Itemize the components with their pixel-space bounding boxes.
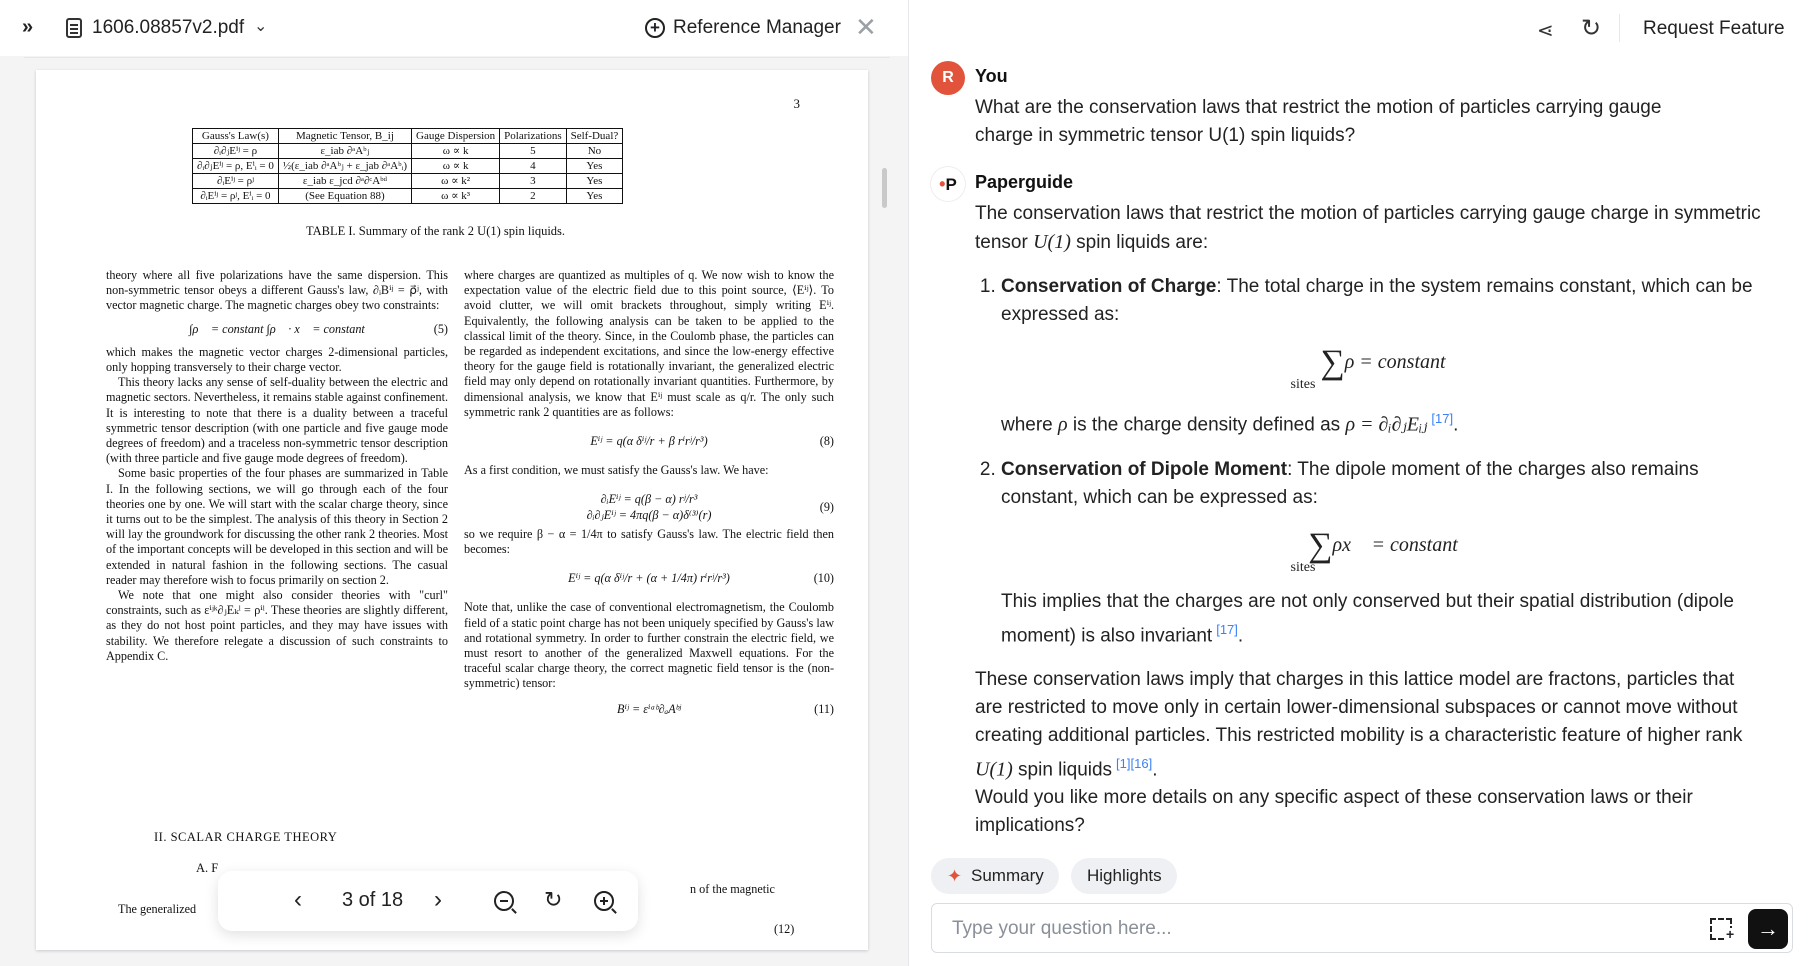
text: spin liquids	[1012, 759, 1113, 781]
table-row	[193, 144, 623, 159]
paragraph: This theory lacks any sense of self-duality between the electric and magnetic sectors. Nevertheless, it remains stable against confinement. It is interesting to note that there is a duality between a traceful symmetric tensor description (with one particle and five gauge mode degrees of freedom) and a traceless non-symmetric tensor description (with three particle and five gauge mode degrees of freedom).	[106, 375, 448, 466]
law-title: Conservation of Dipole Moment	[1001, 458, 1288, 480]
section-heading: II. SCALAR CHARGE THEORY	[154, 830, 338, 844]
question-input[interactable]: Type your question here...	[952, 918, 1172, 939]
table-cell: Yes	[566, 189, 623, 204]
text: is the charge density defined as	[1067, 414, 1346, 436]
table-cell: Polarizations	[500, 129, 566, 144]
equation-body: Eⁱʲ = q(α δⁱʲ/r + β rⁱrʲ/r³)	[590, 434, 708, 449]
table-cell: ε_iab ∂ᵃAᵇⱼ	[278, 144, 411, 159]
table-cell: Yes	[566, 159, 623, 174]
law-explanation	[1001, 588, 1765, 650]
assistant-closing	[975, 666, 1765, 784]
table-cell: ½(ε_iab ∂ᵃAᵇⱼ + ε_jab ∂ᵃAᵇᵢ)	[278, 159, 411, 174]
refresh-icon[interactable]: ↻	[1581, 15, 1602, 42]
table-header-row	[193, 129, 623, 144]
citation-link[interactable]: [1][16]	[1116, 756, 1153, 772]
text: These conservation laws imply that charges in this lattice model are fractons, particles that are restricted to move only in certain lower-dimensional subspaces or cannot move without creating additional particles. This restricted mobility is a characteristic feature of higher rank	[975, 669, 1743, 747]
text-fragment: n of the magnetic	[690, 882, 775, 896]
sum-symbol: ∑	[1320, 344, 1345, 382]
user-message: What are the conservation laws that restrict the motion of particles carrying gauge charge in symmetric tensor U(1) spin liquids?	[975, 97, 1662, 146]
text-fragment: The generalized	[118, 902, 197, 916]
text: spin liquids are:	[1070, 232, 1209, 253]
equation-body: Eⁱʲ = q(α δⁱʲ/r + (α + 1/4π) rⁱrʲ/r³)	[568, 571, 730, 586]
table-cell: Gauge Dispersion	[412, 129, 500, 144]
chat-pane	[908, 0, 1818, 966]
chip-label: Summary	[971, 866, 1044, 885]
paragraph: where charges are quantized as multiples of q. We now wish to know the expectation value of the electric field due to this point source, ⟨Eⁱʲ⟩. To avoid clutter, we will omit brackets throughout, simply writing Eⁱʲ. Equivalently, the following analysis can be taken to be applied to the classical limit of the theory. Since, in the Coulomb phase, the particles can be regarded as independent excitations, and since the low-energy effective theory for the gauge field is rotationally invariant, the generalized electric field may only depend on rotationally invariant quantities. Furthermore, by dimensional analysis, we know that Eⁱʲ must scale as q/r. The only such symmetric rank 2 quantities are as follows:	[464, 268, 834, 419]
plus-circle-icon[interactable]: +	[645, 18, 665, 38]
list-item	[1001, 456, 1765, 651]
page-indicator: 3 of 18	[342, 889, 404, 911]
citation-link[interactable]: [17]	[1216, 621, 1238, 637]
toolbar-divider	[24, 57, 890, 58]
math-inline: U(1)	[1033, 231, 1071, 253]
table-cell: 4	[500, 159, 566, 174]
table-cell: ω ∝ k	[412, 144, 500, 159]
user-name: You	[975, 66, 1008, 86]
pdf-page	[36, 70, 868, 950]
text: .	[1237, 625, 1244, 647]
equation-5	[106, 322, 448, 337]
area-select-icon[interactable]	[1710, 918, 1732, 940]
next-page-button[interactable]: ›	[434, 886, 442, 913]
assistant-name: Paperguide	[975, 172, 1074, 192]
zoom-in-icon[interactable]	[594, 891, 614, 911]
equation-number: (12)	[774, 922, 795, 936]
close-icon[interactable]: ✕	[855, 12, 877, 42]
math-inline: ρ = ∂ᵢ∂ⱼEᵢⱼ	[1345, 413, 1428, 436]
document-icon	[66, 18, 82, 38]
equation-number: (10)	[813, 571, 834, 586]
chevron-down-icon[interactable]: ⌄	[254, 18, 268, 35]
list-item	[1001, 273, 1765, 440]
pdf-toolbar	[0, 0, 908, 56]
share-icon[interactable]: ⋖	[1537, 20, 1554, 42]
table-cell: 2	[500, 189, 566, 204]
assistant-intro	[975, 200, 1765, 257]
table-cell: ∂ᵢ∂ⱼEⁱʲ = ρ, Eⁱᵢ = 0	[193, 159, 279, 174]
citation-link[interactable]: [17]	[1431, 411, 1454, 427]
assistant-message	[975, 200, 1765, 840]
header-divider	[1619, 14, 1620, 42]
law-title: Conservation of Charge	[1001, 276, 1217, 297]
equation-11	[464, 702, 834, 717]
conservation-law-list	[975, 273, 1765, 650]
reference-manager-button[interactable]: Reference Manager	[673, 17, 841, 38]
law-explanation	[1001, 405, 1765, 439]
text: where	[1001, 414, 1059, 436]
table-cell: No	[566, 144, 623, 159]
pdf-scrollbar[interactable]	[882, 168, 887, 208]
table-cell: 5	[500, 144, 566, 159]
formula-body: ρx⃗ = constant	[1332, 533, 1458, 556]
avatar-dot: •	[939, 174, 946, 194]
text: .	[1152, 759, 1158, 781]
request-feature-button[interactable]: Request Feature	[1643, 18, 1785, 39]
file-name[interactable]: 1606.08857v2.pdf	[92, 17, 245, 38]
equation-number: (9)	[819, 500, 834, 515]
assistant-followup: Would you like more details on any specific aspect of these conservation laws or their implications?	[975, 787, 1693, 837]
highlights-chip[interactable]: Highlights	[1071, 858, 1177, 894]
equation-number: (11)	[814, 701, 834, 716]
message-fade	[975, 848, 1765, 858]
pdf-right-column	[464, 268, 834, 727]
equation-body: ∂ᵢ∂ⱼEⁱʲ = 4πq(β − α)δ⁽³⁾(r)	[586, 507, 712, 522]
paragraph: Some basic properties of the four phases are summarized in Table I. In the following sections, we will go through each of the four theories one by one. We will start with the scalar charge theory, since it turns out to be the simplest. The analysis of this theory in Section 2 will lay the groundwork for discussing the other rank 2 theories. Most of the important concepts will be developed in this section and will be extended in natural fashion in the following sections. The casual reader may therefore wish to focus primarily on section 2.	[106, 466, 448, 587]
equation-number: (8)	[819, 434, 834, 449]
table-row	[193, 189, 623, 204]
summary-table	[192, 128, 623, 204]
table-row	[193, 159, 623, 174]
paragraph: As a first condition, we must satisfy the Gauss's law. We have:	[464, 463, 769, 478]
formula-subscript: sites	[1290, 377, 1316, 393]
table-cell: ∂ᵢEⁱʲ = ρʲ	[193, 174, 279, 189]
subsection-heading: A. F	[196, 861, 219, 875]
formula-block	[1001, 344, 1765, 399]
equation-body: ∂ᵢEⁱʲ = q(β − α) rʲ/r³	[600, 492, 698, 507]
table-cell: ω ∝ k³	[412, 189, 500, 204]
paragraph: which makes the magnetic vector charges 2-dimensional particles, only hopping transversely to their charge vector.	[106, 344, 448, 375]
reset-zoom-button[interactable]: ↻	[544, 887, 563, 912]
formula-subscript: sites	[1290, 559, 1316, 575]
pdf-left-column	[106, 268, 448, 664]
formula-block	[1001, 526, 1765, 582]
equation-9	[464, 492, 834, 522]
zoom-out-icon[interactable]	[494, 891, 514, 911]
question-input-box[interactable]	[931, 903, 1793, 953]
avatar-letter: P	[945, 175, 957, 194]
law-text: : The total charge in the system remains constant, which can be expressed as:	[1001, 276, 1753, 325]
user-avatar: R	[931, 61, 965, 95]
table-cell: Magnetic Tensor, B_ij	[278, 129, 411, 144]
table-cell: 3	[500, 174, 566, 189]
pdf-page-number: 3	[793, 96, 800, 111]
zoom-in-plus	[603, 897, 605, 905]
table-cell: Self-Dual?	[566, 129, 623, 144]
equation-body: Bⁱʲ = εⁱᵃᵇ∂ₐAᵇʲ	[617, 701, 681, 716]
table-cell: ∂ᵢEⁱʲ = ρʲ, Eⁱᵢ = 0	[193, 189, 279, 204]
summary-chip[interactable]	[931, 858, 1059, 894]
previous-page-button[interactable]: ‹	[294, 886, 302, 913]
table-cell: Gauss's Law(s)	[193, 129, 279, 144]
table-row	[193, 174, 623, 189]
equation-8	[464, 434, 834, 449]
equation-body: ∫ρ⃗ = constant ∫ρ⃗ · x⃗ = constant	[189, 321, 365, 336]
table-cell: ∂ᵢ∂ⱼEⁱʲ = ρ	[193, 144, 279, 159]
pdf-viewer-pane	[0, 0, 908, 966]
sum-symbol: ∑	[1308, 526, 1333, 564]
equation-10	[464, 571, 834, 586]
paragraph: so we require β − α = 1/4π to satisfy Gauss's law. The electric field then becomes:	[464, 526, 834, 557]
sparkle-icon: ✦	[947, 866, 963, 886]
table-cell: ω ∝ k²	[412, 174, 500, 189]
math-inline: ρ	[1058, 413, 1068, 436]
double-chevron-right-icon[interactable]: »	[22, 16, 30, 38]
text: .	[1453, 414, 1459, 436]
law-text: : The dipole moment of the charges also remains constant, which can be expressed as:	[1001, 458, 1699, 508]
table-cell: ε_iab ε_jcd ∂ᵃ∂ᶜAᵇᵈ	[278, 174, 411, 189]
text: The conservation laws that restrict the motion of particles carrying gauge charge in symmetric tensor	[975, 203, 1761, 253]
table-cell[interactable]: (See Equation 88)	[278, 189, 411, 204]
paragraph: theory where all five polarizations have the same dispersion. This non-symmetric tensor obeys a different Gauss's law, ∂ᵢBⁱʲ = ρ⃗ʲ, with vector magnetic charge. The magnetic charges obey two constraints:	[106, 268, 448, 313]
page-navigation	[218, 871, 638, 931]
text: This implies that the charges are not only conserved but their spatial distribution (dipole moment) is also invariant	[1001, 590, 1734, 647]
table-cell: ω ∝ k	[412, 159, 500, 174]
paragraph: We note that one might also consider theories with "curl" constraints, such as εⁱʲᵏ∂ⱼEₖˡ = ρⁱˡ. These theories are slightly different, as they do not host point particles, and they may have issues with stability. We therefore relegate a discussion of such constraints to Appendix C.	[106, 588, 448, 663]
send-button[interactable]: →	[1748, 909, 1788, 949]
table-caption: TABLE I. Summary of the rank 2 U(1) spin liquids.	[306, 224, 566, 238]
assistant-avatar	[931, 167, 965, 201]
math-inline: U(1)	[975, 758, 1013, 781]
formula-body: ρ = constant	[1344, 351, 1446, 373]
paragraph: Note that, unlike the case of conventional electromagnetism, the Coulomb field of a static point charge has not been uniquely specified by Gauss's law and rotational symmetry. In order to further constrain the electric field, we must resort to another of the generalized Maxwell equations. For the traceful scalar charge theory, the correct magnetic field tensor is the (non-symmetric) tensor:	[464, 600, 834, 691]
equation-number: (5)	[433, 321, 448, 336]
table-cell: Yes	[566, 174, 623, 189]
